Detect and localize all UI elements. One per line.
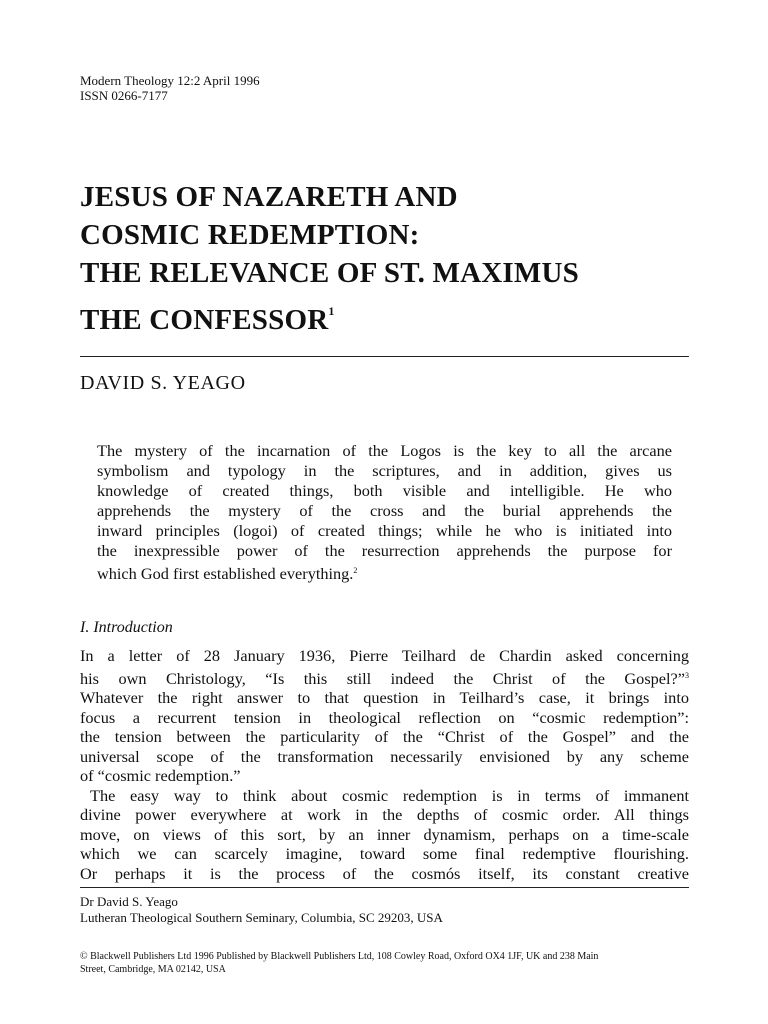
body-line: divine power everywhere at work in the depths of cosmic order. All things [80,805,689,824]
title-line: JESUS OF NAZARETH AND [80,181,458,213]
title-line: COSMIC REDEMPTION: [80,219,420,251]
section-heading: I. Introduction [80,619,173,636]
epigraph-line: The mystery of the incarnation of the Logos is the key to all the arcane [97,441,672,460]
footnote-marker: 1 [328,304,335,318]
body-line: the tension between the particularity of the “Christ of the Gospel” and the [80,727,689,746]
body-line: In a letter of 28 January 1936, Pierre Teilhard de Chardin asked concerning [80,646,689,665]
title-line: THE CONFESSOR [80,304,329,336]
epigraph-line: apprehends the mystery of the cross and the burial apprehends the [97,501,672,520]
body-line: of “cosmic redemption.” [80,766,241,785]
body-line: his own Christology, “Is this still indeed the Christ of the Gospel?” [80,668,685,688]
title-divider [80,356,689,357]
body-line: The easy way to think about cosmic redemption is in terms of immanent [90,785,689,805]
title-line-last [80,292,700,339]
footnote-marker: 3 [685,670,689,680]
copyright-line: © Blackwell Publishers Ltd 1996 Published by Blackwell Publishers Ltd, 108 Cowley Road, Oxford OX4 1JF, UK and 238 Main [80,951,599,962]
footnote-divider [80,887,689,888]
body-line-with-note [80,666,689,689]
body-text [80,646,689,883]
copyright-line: Street, Cambridge, MA 02142, USA [80,964,226,975]
author-footnote [80,894,443,926]
epigraph-line: inward principles (logoi) of created things; while he who is initiated into [97,521,672,540]
article-title [80,178,700,339]
footnote-name: Dr David S. Yeago [80,894,178,909]
issn: ISSN 0266-7177 [80,88,168,103]
footnote-marker: 2 [353,566,358,575]
epigraph-line: which God first established everything. [97,564,354,583]
title-line: THE RELEVANCE OF ST. MAXIMUS [80,257,579,289]
author-name: DAVID S. YEAGO [80,372,246,394]
journal-citation: Modern Theology 12:2 April 1996 [80,73,260,88]
epigraph-line-last [97,561,672,584]
body-line: universal scope of the transformation necessarily envisioned by any scheme [80,746,689,766]
epigraph-line: knowledge of created things, both visible and intelligible. He who [97,481,672,500]
footnote-address: Lutheran Theological Southern Seminary, Columbia, SC 29203, USA [80,910,443,925]
journal-header [80,73,260,103]
epigraph-line: symbolism and typology in the scriptures, and in addition, gives us [97,461,672,480]
body-line: move, on views of this sort, by an inner dynamism, perhaps on a time-scale [80,824,689,844]
epigraph [97,441,672,584]
body-line: focus a recurrent tension in theological reflection on “cosmic redemption”: [80,707,689,727]
body-line: Or perhaps it is the process of the cosmós itself, its constant creative [80,863,689,883]
body-line: which we can scarcely imagine, toward some final redemptive flourishing. [80,844,689,863]
body-line: Whatever the right answer to that question in Teilhard’s case, it brings into [80,688,689,707]
epigraph-line: the inexpressible power of the resurrection apprehends the purpose for [97,541,672,560]
copyright-notice [80,950,690,976]
